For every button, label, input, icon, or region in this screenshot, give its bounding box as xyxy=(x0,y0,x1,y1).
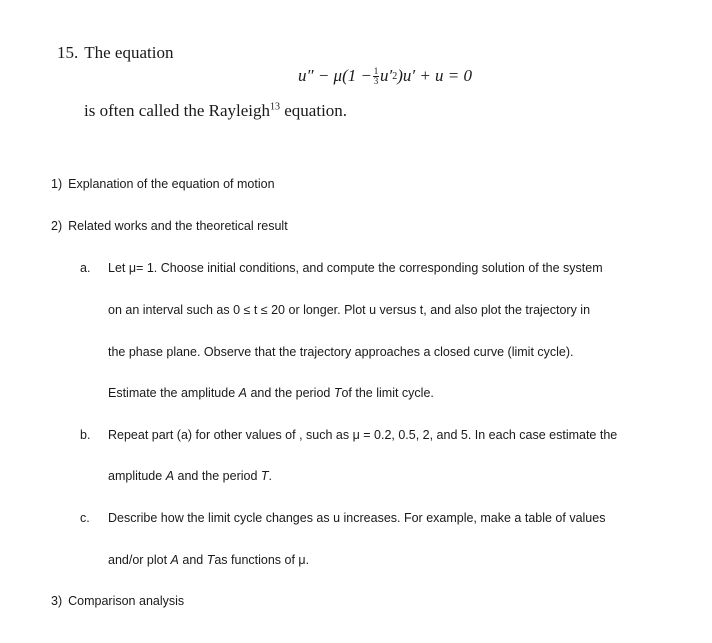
subitem-c-line-2-text-2: and xyxy=(178,553,207,567)
subitem-c-line-1: Describe how the limit cycle changes as u increases. For example, make a table of values xyxy=(108,511,606,525)
description-prefix: is often called the Rayleigh xyxy=(84,101,270,120)
period-symbol: T xyxy=(206,553,215,567)
subitem-c-letter: c. xyxy=(80,511,90,525)
fraction-denominator: 3 xyxy=(373,75,379,86)
equation-description xyxy=(84,101,347,121)
subitem-a-line-3: the phase plane. Observe that the trajectory approaches a closed curve (limit cycle). xyxy=(108,345,574,359)
problem-header xyxy=(57,43,173,63)
rayleigh-equation xyxy=(298,66,472,86)
problem-number: 15. xyxy=(57,43,79,62)
subitem-a-line-4-text-1: Estimate the amplitude xyxy=(108,386,239,400)
subitem-c-line-2-text-1: and/or plot xyxy=(108,553,171,567)
section-2 xyxy=(51,219,288,233)
subitem-a-line-4-text-3: of the limit cycle. xyxy=(341,386,434,400)
subitem-b-line-1: Repeat part (a) for other values of , such as μ = 0.2, 0.5, 2, and 5. In each case estimate the xyxy=(108,428,618,442)
subitem-b-line-2-text-1: amplitude xyxy=(108,469,166,483)
amplitude-symbol: A xyxy=(170,553,179,567)
equation-term: u′ xyxy=(379,66,393,85)
section-3-label: Comparison analysis xyxy=(68,594,185,608)
section-1-index: 1) xyxy=(51,177,63,191)
subitem-b-letter: b. xyxy=(80,428,91,442)
subitem-a-line-4 xyxy=(108,386,434,400)
section-2-label: Related works and the theoretical result xyxy=(68,219,288,233)
equation-rhs: )u′ + u = 0 xyxy=(397,66,473,85)
subitem-b-line-2 xyxy=(108,469,272,483)
subitem-b-line-2-text-3: . xyxy=(268,469,273,483)
equation-lhs: u″ − μ(1 − xyxy=(298,66,372,85)
problem-intro: The equation xyxy=(84,43,174,62)
subitem-a-line-1: Let μ= 1. Choose initial conditions, and compute the corresponding solution of the system xyxy=(108,261,603,275)
subitem-a-line-4-text-2: and the period xyxy=(246,386,334,400)
subitem-c-line-2-text-3: as functions of μ. xyxy=(214,553,310,567)
subitem-c-line-2 xyxy=(108,553,309,567)
fraction-numerator: 1 xyxy=(373,65,379,76)
footnote-ref: 13 xyxy=(270,101,280,113)
equation-fraction xyxy=(373,67,379,86)
subitem-b-line-2-text-2: and the period xyxy=(174,469,261,483)
period-symbol: T xyxy=(260,469,269,483)
period-symbol: T xyxy=(333,386,342,400)
subitem-a-line-2: on an interval such as 0 ≤ t ≤ 20 or longer. Plot u versus t, and also plot the trajectory in xyxy=(108,303,591,317)
amplitude-symbol: A xyxy=(165,469,175,483)
description-suffix: equation. xyxy=(280,101,348,120)
section-3 xyxy=(51,594,184,608)
amplitude-symbol: A xyxy=(238,386,247,400)
section-2-index: 2) xyxy=(51,219,63,233)
section-3-index: 3) xyxy=(51,594,63,608)
subitem-a-letter: a. xyxy=(80,261,91,275)
equation-exponent: 2 xyxy=(392,70,398,82)
section-1 xyxy=(51,177,275,191)
section-1-label: Explanation of the equation of motion xyxy=(68,177,275,191)
